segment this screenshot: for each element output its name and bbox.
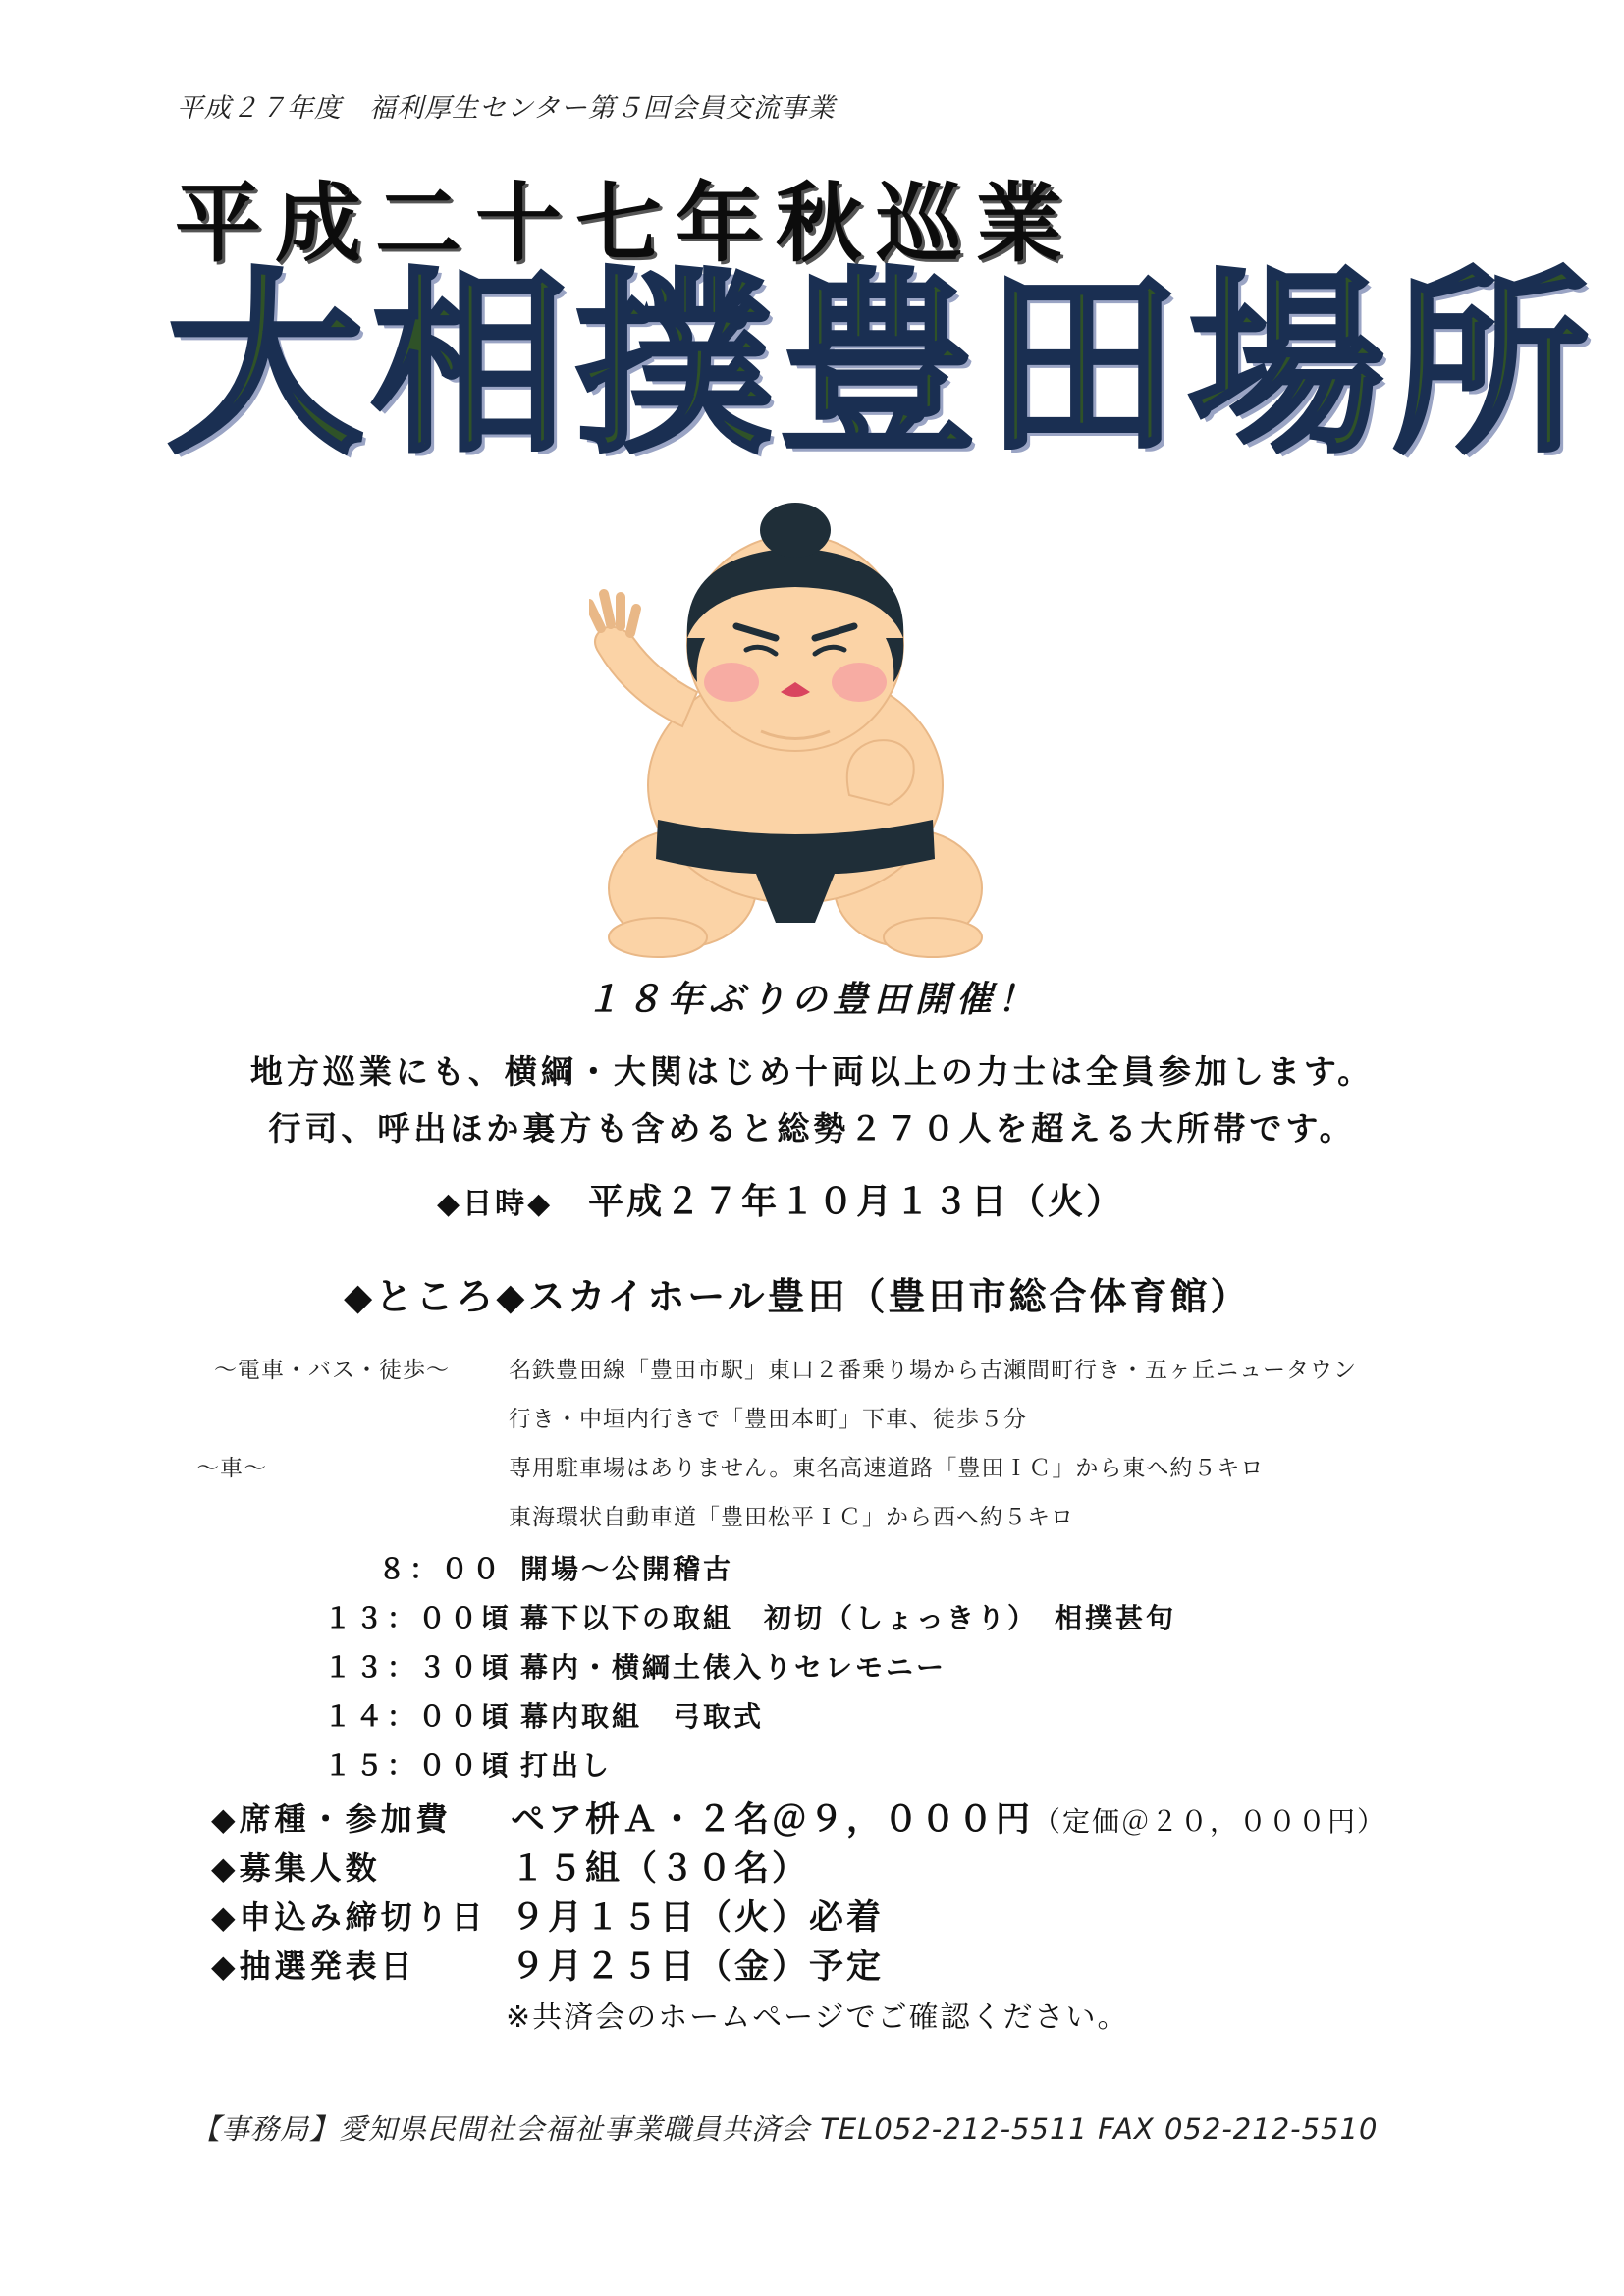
fee-value: ペア枡Ａ・２名＠９，０００円 bbox=[511, 1800, 1034, 1840]
access-label-train: ～電車・バス・徒歩～ bbox=[214, 1358, 450, 1383]
date-label: ◆日時◆ bbox=[437, 1187, 554, 1221]
venue-line: ◆ところ◆スカイホール豊田（豊田市総合体育館） bbox=[344, 1275, 1251, 1318]
access-text: 行き・中垣内行きで「豊田本町」下車、徒歩５分 bbox=[509, 1407, 1027, 1432]
info-label-lottery: ◆抽選発表日 bbox=[211, 1948, 416, 1985]
schedule-time: １５：００頃 bbox=[324, 1749, 514, 1782]
intro-line: 行司、呼出ほか裏方も含めると総勢２７０人を超える大所帯です。 bbox=[268, 1109, 1356, 1148]
headline: １８年ぶりの豊田開催！ bbox=[584, 980, 1039, 1020]
intro-line: 地方巡業にも、横綱・大関はじめ十両以上の力士は全員参加します。 bbox=[249, 1052, 1375, 1091]
sumo-wrestler-illustration bbox=[589, 501, 1001, 962]
fee-note: （定価＠２０，０００円） bbox=[1033, 1805, 1387, 1838]
page-title: 大相撲豊田場所 bbox=[167, 249, 1597, 480]
schedule-event: 幕内・横綱土俵入りセレモニー bbox=[520, 1651, 947, 1683]
info-label-capacity: ◆募集人数 bbox=[211, 1849, 381, 1887]
schedule-event: 打出し bbox=[520, 1749, 613, 1782]
info-value-capacity: １５組（３０名） bbox=[511, 1849, 810, 1889]
access-label-car: ～車～ bbox=[196, 1456, 267, 1481]
info-label-deadline: ◆申込み締切り日 bbox=[211, 1898, 487, 1936]
date-value: 平成２７年１０月１３日（火） bbox=[588, 1182, 1125, 1222]
schedule-time: １４：００頃 bbox=[324, 1700, 514, 1733]
info-value-fee bbox=[511, 1792, 1386, 1842]
access-text: 名鉄豊田線「豊田市駅」東口２番乗り場から古瀬間町行き・五ヶ丘ニュータウン bbox=[509, 1358, 1357, 1383]
info-value-lottery: ９月２５日（金）予定 bbox=[511, 1948, 885, 1987]
schedule-time: ８：００ bbox=[378, 1553, 505, 1585]
subtitle: 平成二十七年秋巡業 bbox=[175, 172, 1077, 274]
info-value-deadline: ９月１５日（火）必着 bbox=[511, 1898, 885, 1938]
schedule-event: 幕下以下の取組 初切（しょっきり） 相撲甚句 bbox=[520, 1602, 1177, 1634]
info-note: ※共済会のホームページでご確認ください。 bbox=[506, 2001, 1129, 2035]
header-note: 平成２７年度 福利厚生センター第５回会員交流事業 bbox=[177, 93, 836, 124]
footer-contact: 【事務局】愛知県民間社会福祉事業職員共済会 TEL052-212-5511 FAX 052-212-5510 bbox=[191, 2112, 1379, 2146]
access-text: 専用駐車場はありません。東名高速道路「豊田ＩＣ」から東へ約５キロ bbox=[509, 1456, 1265, 1481]
info-label-fee: ◆席種・参加費 bbox=[211, 1800, 452, 1838]
schedule-time: １３：００頃 bbox=[324, 1602, 514, 1634]
date-line bbox=[437, 1174, 1124, 1224]
access-text: 東海環状自動車道「豊田松平ＩＣ」から西へ約５キロ bbox=[509, 1505, 1074, 1530]
schedule-event: 幕内取組 弓取式 bbox=[520, 1700, 765, 1733]
schedule-time: １３：３０頃 bbox=[324, 1651, 514, 1683]
schedule-event: 開場～公開稽古 bbox=[520, 1553, 734, 1585]
